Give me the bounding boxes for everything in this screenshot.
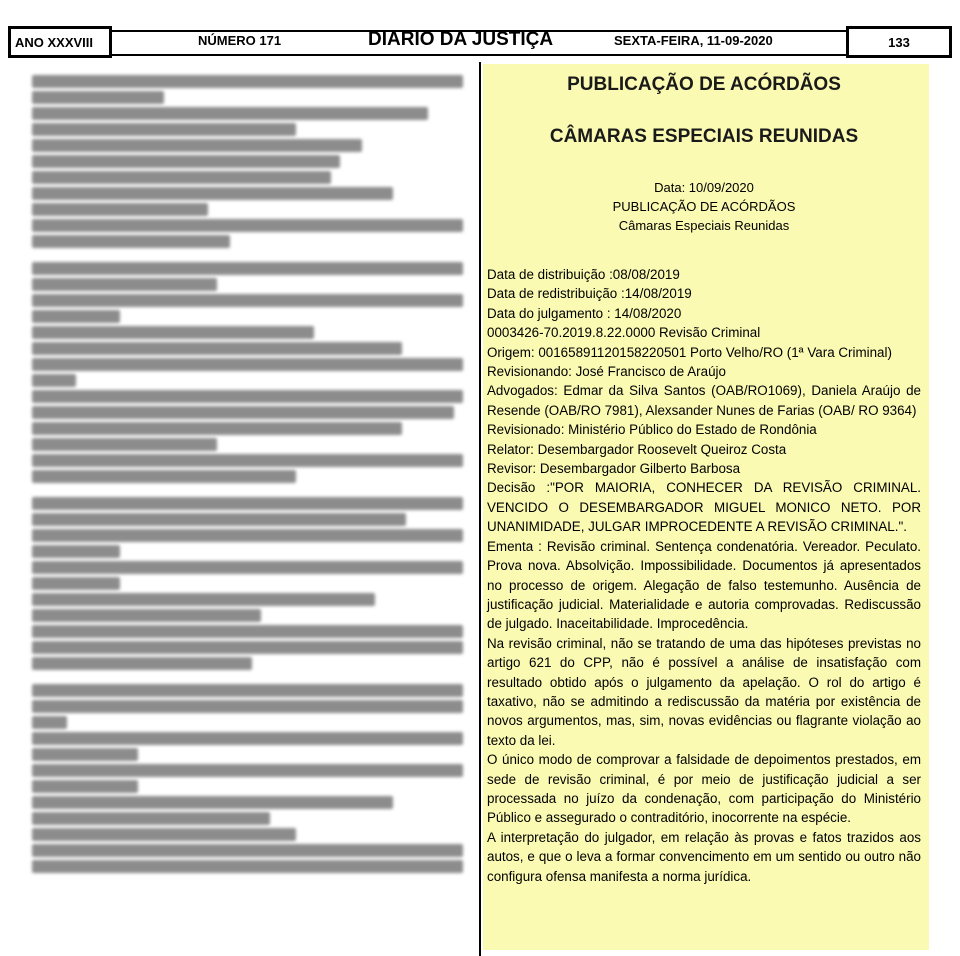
year-label: ANO XXXVIII: [15, 34, 94, 50]
blurred-entry: [32, 75, 472, 248]
issue-number: NÚMERO 171: [198, 33, 282, 48]
publication-date: Data: 10/09/2020: [654, 180, 754, 195]
decision: Decisão :"POR MAIORIA, CONHECER DA REVISÃO CRIMINAL. VENCIDO O DESEMBARGADOR MIGUEL MONICO NETO. POR UNANIMIDADE, JULGAR IMPROCEDENTE A REVISÃO CRIMINAL.".: [487, 480, 921, 535]
distribution-date: Data de distribuição :08/08/2019: [487, 267, 680, 282]
issue-date: SEXTA-FEIRA, 11-09-2020: [614, 33, 773, 48]
highlighted-publication: [483, 64, 929, 950]
page-header: [8, 26, 952, 58]
blurred-entry: [32, 684, 472, 873]
chamber-title: CÂMARAS ESPECIAIS REUNIDAS: [549, 126, 859, 147]
paragraph-1: Na revisão criminal, não se tratando de uma das hipóteses previstas no artigo 621 do CPP, não é possível a análise de insatisfação com resultado obtido após o julgamento da apelação. O rol do artigo é taxativo, não se admitindo a rediscussão da matéria por existência de novos argumentos, mas, sim, novas evidências ou flagrante violação ao texto da lei.: [487, 635, 921, 748]
section-title: PUBLICAÇÃO DE ACÓRDÃOS: [567, 74, 841, 95]
rapporteur: Relator: Desembargador Roosevelt Queiroz Costa: [487, 441, 787, 457]
ruling-body: [487, 265, 921, 886]
page-number-box: [846, 26, 952, 58]
year-box: [8, 26, 112, 58]
left-column-blurred: [32, 72, 472, 887]
judgment-date: Data do julgamento : 14/08/2020: [487, 305, 682, 321]
blurred-entry: [32, 262, 472, 483]
respondent: Revisionado: Ministério Público do Estado de Rondônia: [487, 422, 817, 438]
lawyers: Advogados: Edmar da Silva Santos (OAB/RO1069), Daniela Araújo de Resende (OAB/RO 7981), Alexsander Nunes de Farias (OAB/ RO 9364): [487, 383, 921, 418]
reviewer: Revisor: Desembargador Gilberto Barbosa: [487, 461, 741, 477]
header-rule-bottom: [8, 54, 952, 56]
petitioner: Revisionando: José Francisco de Araújo: [487, 364, 726, 380]
journal-title: DIARIO DA JUSTIÇA: [368, 29, 554, 50]
publication-subtitle: PUBLICAÇÃO DE ACÓRDÃOS: [612, 199, 796, 214]
chamber-subtitle: Câmaras Especiais Reunidas: [618, 218, 790, 233]
paragraph-3: A interpretação do julgador, em relação às provas e fatos trazidos aos autos, e que o leva a formar convencimento em um sentido ou outro não configura ofensa manifesta a norma jurídica.: [487, 829, 921, 884]
blurred-entry: [32, 497, 472, 670]
case-origin: Origem: 00165891120158220501 Porto Velho/RO (1ª Vara Criminal): [487, 344, 892, 360]
paragraph-2: O único modo de comprovar a falsidade de depoimentos prestados, em sede de revisão criminal, é por meio de justificação judicial a ser processada no juízo da condenação, com participação do Ministério Público e assegurado o contraditório, inocorrente na espécie.: [487, 752, 921, 826]
case-number: 0003426-70.2019.8.22.0000 Revisão Criminal: [487, 325, 761, 341]
summary: Ementa : Revisão criminal. Sentença condenatória. Vereador. Peculato. Prova nova. Absolvição. Impossibilidade. Documentos já apresentados no processo de origem. Alegação de falso testemunho. Ausência de justificação judicial. Materialidade e autoria comprovadas. Rediscussão de julgado. Inaceitabilidade. Improcedência.: [487, 538, 921, 632]
column-divider: [479, 62, 481, 956]
redistribution-date: Data de redistribuição :14/08/2019: [487, 286, 692, 302]
page-number: 133: [888, 34, 910, 50]
